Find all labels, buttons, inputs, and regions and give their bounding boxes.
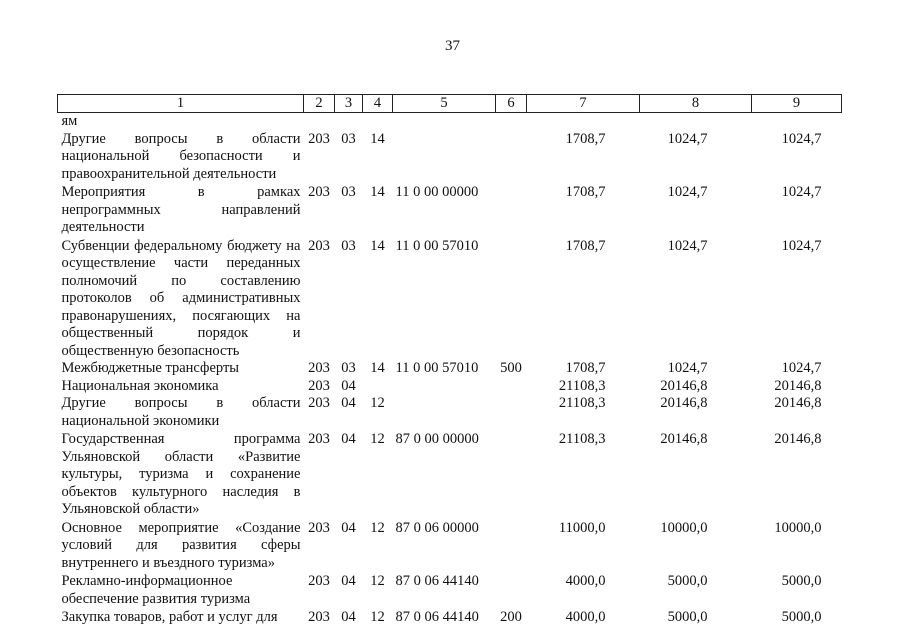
- header-cell-5: 5: [393, 95, 496, 113]
- row-value-7: 1708,7: [565, 237, 606, 254]
- row-expense-type: [496, 572, 527, 608]
- row-value-7: 1708,7: [565, 360, 606, 376]
- row-value-9: 10000,0: [774, 519, 822, 536]
- row-subsection: 12: [370, 609, 385, 625]
- row-value-8: 20146,8: [660, 377, 708, 394]
- row-section: 03: [341, 237, 356, 254]
- table-row: [58, 430, 842, 519]
- row-subsection: 14: [370, 360, 385, 376]
- continuation-text: ям: [61, 113, 78, 129]
- row-subsection: 14: [370, 184, 385, 200]
- row-value-7: 21108,3: [558, 395, 606, 411]
- header-cell-1: 1: [58, 95, 304, 113]
- row-subsection: 12: [370, 431, 385, 447]
- row-value-8: 1024,7: [667, 184, 708, 200]
- row-expense-type: [496, 131, 527, 184]
- row-name: Межбюджетные трансферты: [61, 360, 240, 376]
- row-expense-type: 200: [500, 609, 522, 625]
- row-value-9: 5000,0: [781, 609, 822, 625]
- row-expense-type: [496, 237, 527, 361]
- table-body: [58, 113, 842, 627]
- table-row: [58, 395, 842, 430]
- row-name: Государственная программа Ульяновской области «Развитие культуры, туризма и сохранение объектов культурного наследия в Ульяновской области»: [61, 431, 301, 517]
- row-value-7: 11000,0: [558, 519, 606, 536]
- row-value-9: 1024,7: [781, 184, 822, 200]
- row-section: 04: [341, 377, 356, 394]
- row-name: Национальная экономика: [61, 377, 219, 394]
- row-target: [393, 378, 496, 396]
- row-value-8: 1024,7: [667, 360, 708, 376]
- row-section: 03: [341, 130, 356, 147]
- row-admin: 203: [308, 377, 330, 394]
- row-target: 87 0 06 00000: [395, 519, 479, 536]
- table-row: [58, 360, 842, 378]
- row-value-8: 5000,0: [667, 609, 708, 625]
- row-value-9: 1024,7: [781, 360, 822, 376]
- row-target: 87 0 06 44140: [395, 573, 479, 589]
- header-cell-2: 2: [304, 95, 335, 113]
- table-row: [58, 608, 842, 627]
- row-target: 87 0 06 44140: [395, 609, 479, 625]
- header-cell-7: 7: [527, 95, 640, 113]
- row-name: Закупка товаров, работ и услуг для: [61, 609, 278, 625]
- row-value-7: 4000,0: [565, 609, 606, 625]
- row-value-9: 1024,7: [781, 130, 822, 147]
- row-expense-type: [496, 395, 527, 430]
- row-value-8: 1024,7: [667, 237, 708, 254]
- row-name: Другие вопросы в области национальной безопасности и правоохранительной деятельности: [61, 130, 301, 182]
- row-section: 04: [341, 431, 356, 447]
- row-name: Рекламно-информационное обеспечение развития туризма: [61, 573, 251, 607]
- row-admin: 203: [308, 609, 330, 625]
- row-name: Другие вопросы в области национальной экономики: [61, 395, 301, 429]
- row-target: [393, 131, 496, 184]
- row-value-7: 1708,7: [565, 130, 606, 147]
- row-admin: 203: [308, 395, 330, 411]
- row-subsection: 12: [370, 573, 385, 589]
- row-value-8: 20146,8: [660, 395, 708, 411]
- row-section: 03: [341, 184, 356, 200]
- budget-table: [57, 94, 842, 627]
- row-value-7: 1708,7: [565, 184, 606, 200]
- row-value-9: 20146,8: [774, 431, 822, 447]
- row-value-9: 20146,8: [774, 377, 822, 394]
- row-value-8: 5000,0: [667, 573, 708, 589]
- row-name: Субвенции федеральному бюджету на осуществление части переданных полномочий по составлению протоколов об административных правонарушениях, посягающих на общественный порядок и общественную безопасность: [61, 237, 301, 359]
- row-expense-type: [496, 183, 527, 237]
- continuation-row: [58, 113, 842, 131]
- row-section: 04: [341, 395, 356, 411]
- row-admin: 203: [308, 184, 330, 200]
- row-admin: 203: [308, 573, 330, 589]
- row-expense-type: 500: [500, 360, 522, 376]
- header-cell-8: 8: [640, 95, 752, 113]
- row-admin: 203: [308, 237, 330, 254]
- row-subsection: 12: [370, 519, 385, 536]
- row-target: [393, 395, 496, 430]
- row-section: 04: [341, 519, 356, 536]
- row-section: 03: [341, 360, 356, 376]
- row-target: 11 0 00 57010: [395, 237, 479, 254]
- table-row: [58, 183, 842, 237]
- header-row: [58, 95, 842, 113]
- row-target: 11 0 00 00000: [395, 184, 479, 200]
- row-value-8: 20146,8: [660, 431, 708, 447]
- row-value-7: 21108,3: [558, 377, 606, 394]
- table-row: [58, 131, 842, 184]
- row-expense-type: [496, 519, 527, 573]
- row-expense-type: [496, 430, 527, 519]
- table-header: [58, 95, 842, 113]
- row-subsection: 14: [370, 237, 385, 254]
- row-value-9: 20146,8: [774, 395, 822, 411]
- row-target: 11 0 00 57010: [395, 360, 479, 376]
- row-value-9: 1024,7: [781, 237, 822, 254]
- row-admin: 203: [308, 431, 330, 447]
- row-subsection: [363, 378, 393, 396]
- table-row: [58, 572, 842, 608]
- row-name: Мероприятия в рамках непрограммных направлений деятельности: [61, 184, 301, 235]
- page-number: 37: [445, 38, 460, 54]
- row-value-8: 1024,7: [667, 130, 708, 147]
- row-admin: 203: [308, 519, 330, 536]
- row-value-9: 5000,0: [781, 573, 822, 589]
- row-value-8: 10000,0: [660, 519, 708, 536]
- header-cell-6: 6: [496, 95, 527, 113]
- row-expense-type: [496, 378, 527, 396]
- table-row: [58, 378, 842, 396]
- table-row: [58, 237, 842, 361]
- row-subsection: 14: [370, 130, 385, 147]
- table-row: [58, 519, 842, 573]
- row-target: 87 0 00 00000: [395, 431, 479, 447]
- header-cell-4: 4: [363, 95, 393, 113]
- row-admin: 203: [308, 130, 330, 147]
- header-cell-3: 3: [335, 95, 363, 113]
- row-section: 04: [341, 573, 356, 589]
- row-subsection: 12: [370, 395, 385, 411]
- row-admin: 203: [308, 360, 330, 376]
- row-section: 04: [341, 609, 356, 625]
- header-cell-9: 9: [752, 95, 842, 113]
- row-value-7: 21108,3: [558, 431, 606, 447]
- row-value-7: 4000,0: [565, 573, 606, 589]
- row-name: Основное мероприятие «Создание условий для развития сферы внутреннего и въездного туризма»: [61, 519, 301, 571]
